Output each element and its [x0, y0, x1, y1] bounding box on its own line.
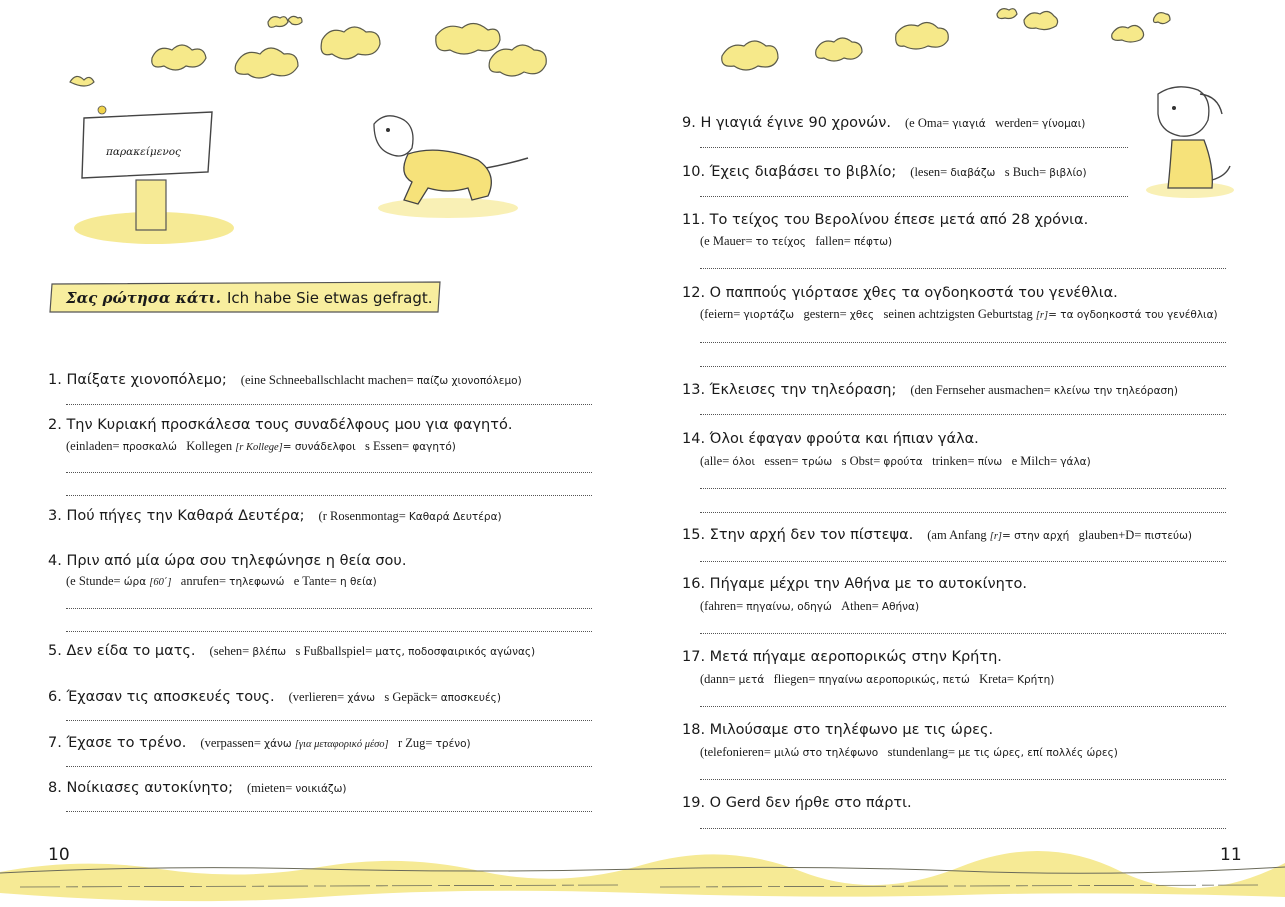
exercise-number: 4.	[48, 553, 62, 569]
exercise-hint: (feiern= γιορτάζω gestern= χθες seinen achtzigsten Geburtstag [r]= τα ογδοηκοστά του γενέθλια)	[700, 307, 1218, 321]
answer-line[interactable]	[66, 811, 592, 812]
signpost-illustration	[74, 100, 244, 250]
exercise-hint: (verlieren= χάνω s Gepäck= αποσκευές)	[288, 690, 501, 704]
answer-line[interactable]	[700, 828, 1226, 829]
answer-line[interactable]	[700, 561, 1226, 562]
exercise-10	[682, 161, 1087, 180]
answer-line[interactable]	[700, 147, 1128, 148]
exercise-hint: (telefonieren= μιλώ στο τηλέφωνο stundenlang= με τις ώρες, επί πολλές ώρες)	[700, 745, 1118, 759]
answer-line[interactable]	[66, 720, 592, 721]
answer-line[interactable]	[700, 196, 1128, 197]
exercise-hint: (verpassen= χάνω [για μεταφορικό μέσο] r Zug= τρένο)	[200, 736, 471, 750]
exercise-hint: (e Stunde= ώρα [60΄] anrufen= τηλεφωνώ e Tante= η θεία)	[66, 574, 377, 588]
exercise-7	[48, 732, 471, 751]
exercise-number: 7.	[48, 735, 62, 751]
exercise-hint: (am Anfang [r]= στην αρχή glauben+D= πιστεύω)	[927, 528, 1192, 542]
exercise-number: 14.	[682, 431, 706, 447]
exercise-hint: (dann= μετά fliegen= πηγαίνω αεροπορικώς, πετώ Kreta= Κρήτη)	[700, 672, 1055, 686]
dog-walking-illustration	[368, 104, 538, 224]
right-page	[642, 0, 1285, 907]
exercise-number: 8.	[48, 780, 62, 796]
sign-label: παρακείμενος	[106, 146, 181, 158]
exercise-number: 17.	[682, 649, 706, 665]
exercise-16	[682, 573, 1027, 592]
exercise-sentence: Πριν από μία ώρα σου τηλεφώνησε η θεία σου.	[66, 553, 407, 569]
exercise-8	[48, 777, 346, 796]
exercise-sentence: Έκλεισες την τηλεόραση;	[709, 382, 897, 398]
exercise-sentence: Πήγαμε μέχρι την Αθήνα με το αυτοκίνητο.	[709, 576, 1027, 592]
banner-greek: Σας ρώτησα κάτι.	[66, 289, 221, 307]
exercise-2	[48, 414, 512, 433]
exercise-number: 18.	[682, 722, 706, 738]
exercise-number: 6.	[48, 689, 62, 705]
answer-line[interactable]	[66, 608, 592, 609]
exercise-hint: (e Oma= γιαγιά werden= γίνομαι)	[905, 116, 1086, 130]
exercise-hint: (e Mauer= το τείχος fallen= πέφτω)	[700, 234, 893, 248]
exercise-6	[48, 686, 501, 705]
page-number: 11	[1220, 845, 1242, 865]
exercise-sentence: Πού πήγες την Καθαρά Δευτέρα;	[66, 508, 305, 524]
exercise-sentence: Στην αρχή δεν τον πίστεψα.	[709, 527, 914, 543]
exercise-9	[682, 112, 1085, 131]
exercise-sentence: Δεν είδα το ματς.	[66, 643, 196, 659]
exercise-sentence: Έχασε το τρένο.	[66, 735, 187, 751]
exercise-14	[682, 428, 979, 447]
exercise-sentence: Ο Gerd δεν ήρθε στο πάρτι.	[709, 795, 912, 811]
exercise-4	[48, 550, 406, 569]
exercise-number: 13.	[682, 382, 706, 398]
exercise-sentence: Το τείχος του Βερολίνου έπεσε μετά από 28 χρόνια.	[709, 212, 1089, 228]
answer-line[interactable]	[66, 766, 592, 767]
exercise-number: 2.	[48, 417, 62, 433]
exercise-hint: (sehen= βλέπω s Fußballspiel= ματς, ποδοσφαιρικός αγώνας)	[209, 644, 536, 658]
answer-line[interactable]	[700, 633, 1226, 634]
exercise-1	[48, 369, 522, 388]
exercise-13	[682, 379, 1178, 398]
exercise-sentence: Έχασαν τις αποσκευές τους.	[66, 689, 275, 705]
exercise-hint: (eine Schneeballschlacht machen= παίζω χιονοπόλεμο)	[240, 373, 522, 387]
exercise-hint: (den Fernseher ausmachen= κλείνω την τηλεόραση)	[910, 383, 1178, 397]
answer-line[interactable]	[700, 268, 1226, 269]
exercise-hint: (einladen= προσκαλώ Kollegen [r Kollege]= συνάδελφοι s Essen= φαγητό)	[66, 439, 456, 453]
exercise-number: 1.	[48, 372, 62, 388]
answer-line[interactable]	[66, 631, 592, 632]
dog-sitting-illustration	[1142, 80, 1242, 200]
exercise-19	[682, 792, 912, 811]
exercise-sentence: Μετά πήγαμε αεροπορικώς στην Κρήτη.	[709, 649, 1002, 665]
answer-line[interactable]	[700, 366, 1226, 367]
exercise-sentence: Παίξατε χιονοπόλεμο;	[66, 372, 227, 388]
exercise-hint: (r Rosenmontag= Καθαρά Δευτέρα)	[318, 509, 502, 523]
answer-line[interactable]	[700, 512, 1226, 513]
exercise-3	[48, 505, 502, 524]
answer-line[interactable]	[700, 779, 1226, 780]
exercise-hint: (alle= όλοι essen= τρώω s Obst= φρούτα trinken= πίνω e Milch= γάλα)	[700, 454, 1091, 468]
exercise-sentence: Όλοι έφαγαν φρούτα και ήπιαν γάλα.	[709, 431, 979, 447]
exercise-5	[48, 640, 535, 659]
exercise-sentence: Ο παππούς γιόρτασε χθες τα ογδοηκοστά του γενέθλια.	[709, 285, 1118, 301]
exercise-hint: (mieten= νοικιάζω)	[247, 781, 347, 795]
exercise-sentence: Νοίκιασες αυτοκίνητο;	[66, 780, 234, 796]
exercise-number: 5.	[48, 643, 62, 659]
answer-line[interactable]	[700, 706, 1226, 707]
exercise-11	[682, 209, 1088, 228]
answer-line[interactable]	[700, 414, 1226, 415]
exercise-number: 12.	[682, 285, 706, 301]
left-page	[0, 0, 642, 907]
exercise-hint: (fahren= πηγαίνω, οδηγώ Athen= Αθήνα)	[700, 599, 920, 613]
exercise-sentence: Έχεις διαβάσει το βιβλίο;	[709, 164, 897, 180]
exercise-15	[682, 524, 1192, 543]
exercise-number: 9.	[682, 115, 696, 131]
exercise-number: 19.	[682, 795, 706, 811]
answer-line[interactable]	[66, 472, 592, 473]
exercise-sentence: Η γιαγιά έγινε 90 χρονών.	[700, 115, 891, 131]
banner-german: Ich habe Sie etwas gefragt.	[226, 289, 433, 307]
exercise-18	[682, 719, 993, 738]
answer-line[interactable]	[700, 488, 1226, 489]
exercise-12	[682, 282, 1118, 301]
exercise-sentence: Μιλούσαμε στο τηλέφωνο με τις ώρες.	[709, 722, 994, 738]
exercise-number: 15.	[682, 527, 706, 543]
answer-line[interactable]	[66, 495, 592, 496]
page-number: 10	[48, 845, 70, 865]
exercise-number: 16.	[682, 576, 706, 592]
exercise-number: 11.	[682, 212, 706, 228]
answer-line[interactable]	[700, 342, 1226, 343]
exercise-hint: (lesen= διαβάζω s Buch= βιβλίο)	[910, 165, 1087, 179]
exercise-sentence: Την Κυριακή προσκάλεσα τους συναδέλφους μου για φαγητό.	[66, 417, 513, 433]
exercise-17	[682, 646, 1002, 665]
answer-line[interactable]	[66, 404, 592, 405]
exercise-number: 10.	[682, 164, 706, 180]
exercise-number: 3.	[48, 508, 62, 524]
